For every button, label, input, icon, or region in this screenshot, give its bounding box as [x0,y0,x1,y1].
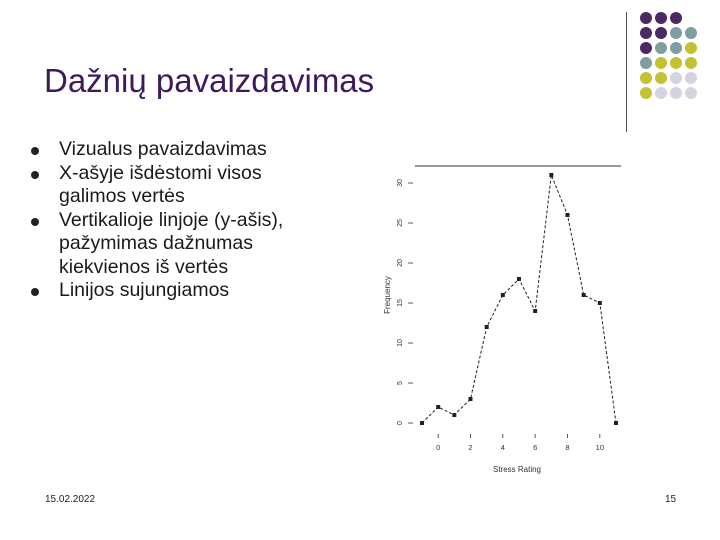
data-point [533,309,537,313]
page-number: 15 [665,494,677,505]
bullet-icon [31,171,39,179]
y-tick-label: 15 [397,299,404,307]
bullet-text: X-ašyje išdėstomi visos galimos vertės [59,161,262,207]
decor-dot [685,57,697,69]
data-point [469,397,473,401]
bullet-text: Linijos sujungiamos [59,279,230,301]
bullet-text: Vizualus pavaizdavimas [59,138,267,160]
x-tick-label: 6 [533,443,538,452]
decor-dot [655,87,667,99]
decor-dot [655,57,667,69]
decor-dot [655,72,667,84]
x-tick-label: 8 [565,443,570,452]
decor-dot [670,12,682,24]
footer-date: 15.02.2022 [45,494,96,505]
decor-dot [640,42,652,54]
x-tick-label: 10 [595,443,605,452]
bullet-item [30,162,330,209]
bullet-icon [31,288,39,296]
decor-dot [640,57,652,69]
slide-title: Dažnių pavaizdavimas [44,62,375,99]
bullet-icon [31,218,39,226]
bullet-list [30,138,330,303]
bullet-item [30,209,330,280]
x-tick-label: 2 [468,443,473,452]
decor-dot [640,27,652,39]
x-tick-label: 0 [436,443,441,452]
decor-dot [685,87,697,99]
decor-dot [655,12,667,24]
y-tick-label: 5 [397,381,404,385]
y-tick-label: 20 [397,259,404,267]
decor-divider-line [626,12,627,132]
y-tick-label: 25 [397,219,404,227]
y-tick-label: 0 [397,421,404,425]
decor-dot [685,27,697,39]
y-axis-label: Frequency [383,276,392,314]
decor-dot [670,42,682,54]
data-point [517,277,521,281]
y-tick-label: 10 [397,339,404,347]
decor-dot [655,27,667,39]
decor-dot-grid [640,12,706,104]
data-point [614,421,618,425]
data-point [420,421,424,425]
data-point [436,405,440,409]
decor-dot [670,72,682,84]
bullet-item [30,279,330,303]
bullet-text: Vertikalioje linjoje (y-ašis), pažymimas dažnumas kiekvienos iš vertės [59,208,284,278]
x-tick-label: 4 [500,443,505,452]
decor-dot [640,12,652,24]
frequency-line-chart [380,160,640,480]
decor-dot [670,27,682,39]
decor-dot [640,87,652,99]
decor-dot [685,42,697,54]
decor-dot [670,57,682,69]
data-point [452,413,456,417]
decor-dot [640,72,652,84]
data-point [566,213,570,217]
data-point [501,293,505,297]
decor-dot [670,87,682,99]
x-axis-label: Stress Rating [492,465,542,474]
decor-dot [685,72,697,84]
decor-dot [655,42,667,54]
data-point [549,173,553,177]
data-point [598,301,602,305]
series-line [422,175,616,423]
y-tick-label: 30 [397,179,404,187]
bullet-icon [31,147,39,155]
data-point [582,293,586,297]
data-point [485,325,489,329]
bullet-item [30,138,330,162]
